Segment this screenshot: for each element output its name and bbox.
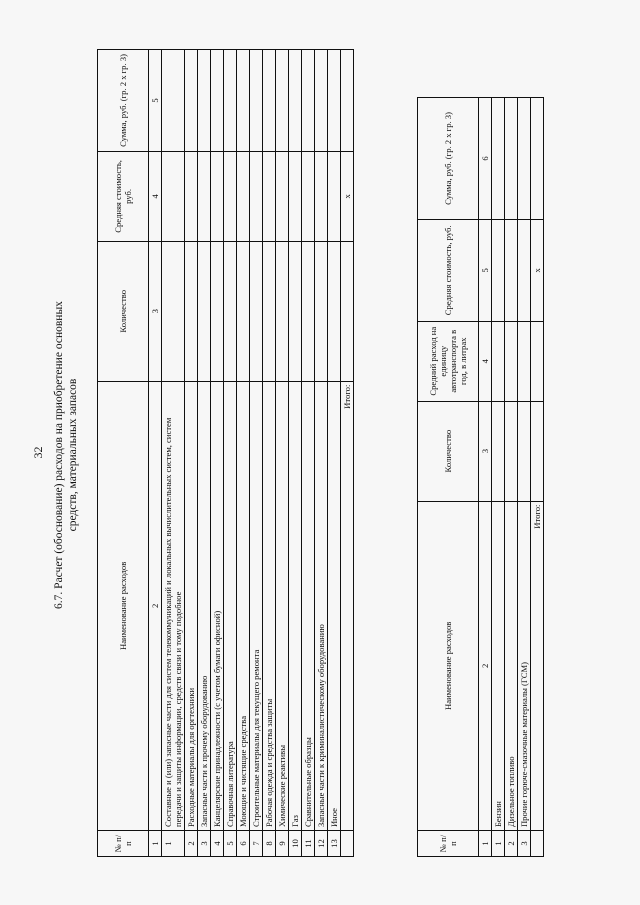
row-name: Рабочая одежда и средства защиты [263, 381, 276, 830]
section-title [52, 155, 80, 755]
row-name: Газ [289, 381, 302, 830]
page-number: 32 [31, 446, 45, 459]
row-number: 13 [328, 831, 341, 857]
title-line-1: 6.7. Расчет (обоснование) расходов на приобретение основных [53, 301, 65, 609]
row-name: Химические реактивы [276, 381, 289, 830]
index-cell: 4 [149, 151, 162, 241]
row-name: Составные и (или) запасные части для систем телекоммуникаций и локальных вычислительных систем, систем передачи и защиты информации, средств связи и тому подобное [162, 381, 185, 830]
index-cell: 3 [479, 401, 492, 501]
fuel-table [417, 97, 544, 857]
row-name: Строительные материалы для текущего ремонта [250, 381, 263, 830]
table-row [289, 50, 302, 857]
row-number: 2 [185, 831, 198, 857]
row-name: Запасные части к прочему оборудованию [198, 381, 211, 830]
table-row [237, 50, 250, 857]
index-row [479, 98, 492, 857]
index-cell: 3 [149, 241, 162, 381]
title-line-2: средств, материальных запасов [67, 378, 79, 532]
table-row [518, 98, 531, 857]
table-row [328, 50, 341, 857]
index-cell: 6 [479, 98, 492, 220]
index-cell: 4 [479, 321, 492, 401]
row-name: Справочная литература [224, 381, 237, 830]
total-row [531, 98, 544, 857]
table-row [250, 50, 263, 857]
row-number: 8 [263, 831, 276, 857]
table-header-row [418, 98, 479, 857]
row-number: 2 [505, 831, 518, 857]
row-number: 11 [302, 831, 315, 857]
table-row [276, 50, 289, 857]
row-number: 1 [492, 831, 505, 857]
row-name: Расходные материалы для оргтехники [185, 381, 198, 830]
col-header: Количество [418, 401, 479, 501]
row-number: 7 [250, 831, 263, 857]
col-header: Средняя стоимость, руб. [98, 151, 149, 241]
table-row [224, 50, 237, 857]
row-name: Иное [328, 381, 341, 830]
table-row [162, 50, 185, 857]
row-name: Запасные части к криминалистическому оборудованию [315, 381, 328, 830]
total-mark: x [341, 151, 354, 241]
row-number: 9 [276, 831, 289, 857]
row-name: Бензин [492, 501, 505, 830]
table-row [185, 50, 198, 857]
row-name: Прочие горюче-смазочные материалы (ГСМ) [518, 501, 531, 830]
table-row [198, 50, 211, 857]
table-header-row [98, 50, 149, 857]
row-number: 10 [289, 831, 302, 857]
row-number: 12 [315, 831, 328, 857]
row-name: Сравнительные образцы [302, 381, 315, 830]
index-cell: 1 [149, 831, 162, 857]
table-row [505, 98, 518, 857]
col-header: № п/п [98, 831, 149, 857]
index-cell: 5 [479, 219, 492, 321]
col-header: Наименование расходов [418, 501, 479, 830]
col-header: Наименование расходов [98, 381, 149, 830]
col-header: Сумма, руб. (гр. 2 х гр. 3) [98, 50, 149, 152]
total-label: Итого: [341, 381, 354, 830]
row-number: 5 [224, 831, 237, 857]
table-row [211, 50, 224, 857]
col-header: Сумма, руб. (гр. 2 х гр. 3) [418, 98, 479, 220]
table-row [302, 50, 315, 857]
col-header: Количество [98, 241, 149, 381]
total-label: Итого: [531, 501, 544, 830]
table-row [492, 98, 505, 857]
row-name: Моющие и чистящие средства [237, 381, 250, 830]
index-cell: 2 [149, 381, 162, 830]
expense-table [97, 49, 354, 857]
index-row [149, 50, 162, 857]
row-number: 4 [211, 831, 224, 857]
total-mark: x [531, 219, 544, 321]
row-number: 3 [518, 831, 531, 857]
col-header: Средняя стоимость, руб. [418, 219, 479, 321]
index-cell: 5 [149, 50, 162, 152]
table-row [315, 50, 328, 857]
col-header: Средний расход на единицу автотранспорта в год, в литрах [418, 321, 479, 401]
index-cell: 1 [479, 831, 492, 857]
index-cell: 2 [479, 501, 492, 830]
total-row [341, 50, 354, 857]
col-header: № п/п [418, 831, 479, 857]
row-name: Дизельное топливо [505, 501, 518, 830]
row-number: 6 [237, 831, 250, 857]
row-number: 1 [162, 831, 185, 857]
row-name: Канцелярские принадлежности (с учетом бумаги офисной) [211, 381, 224, 830]
row-number: 3 [198, 831, 211, 857]
table-row [263, 50, 276, 857]
